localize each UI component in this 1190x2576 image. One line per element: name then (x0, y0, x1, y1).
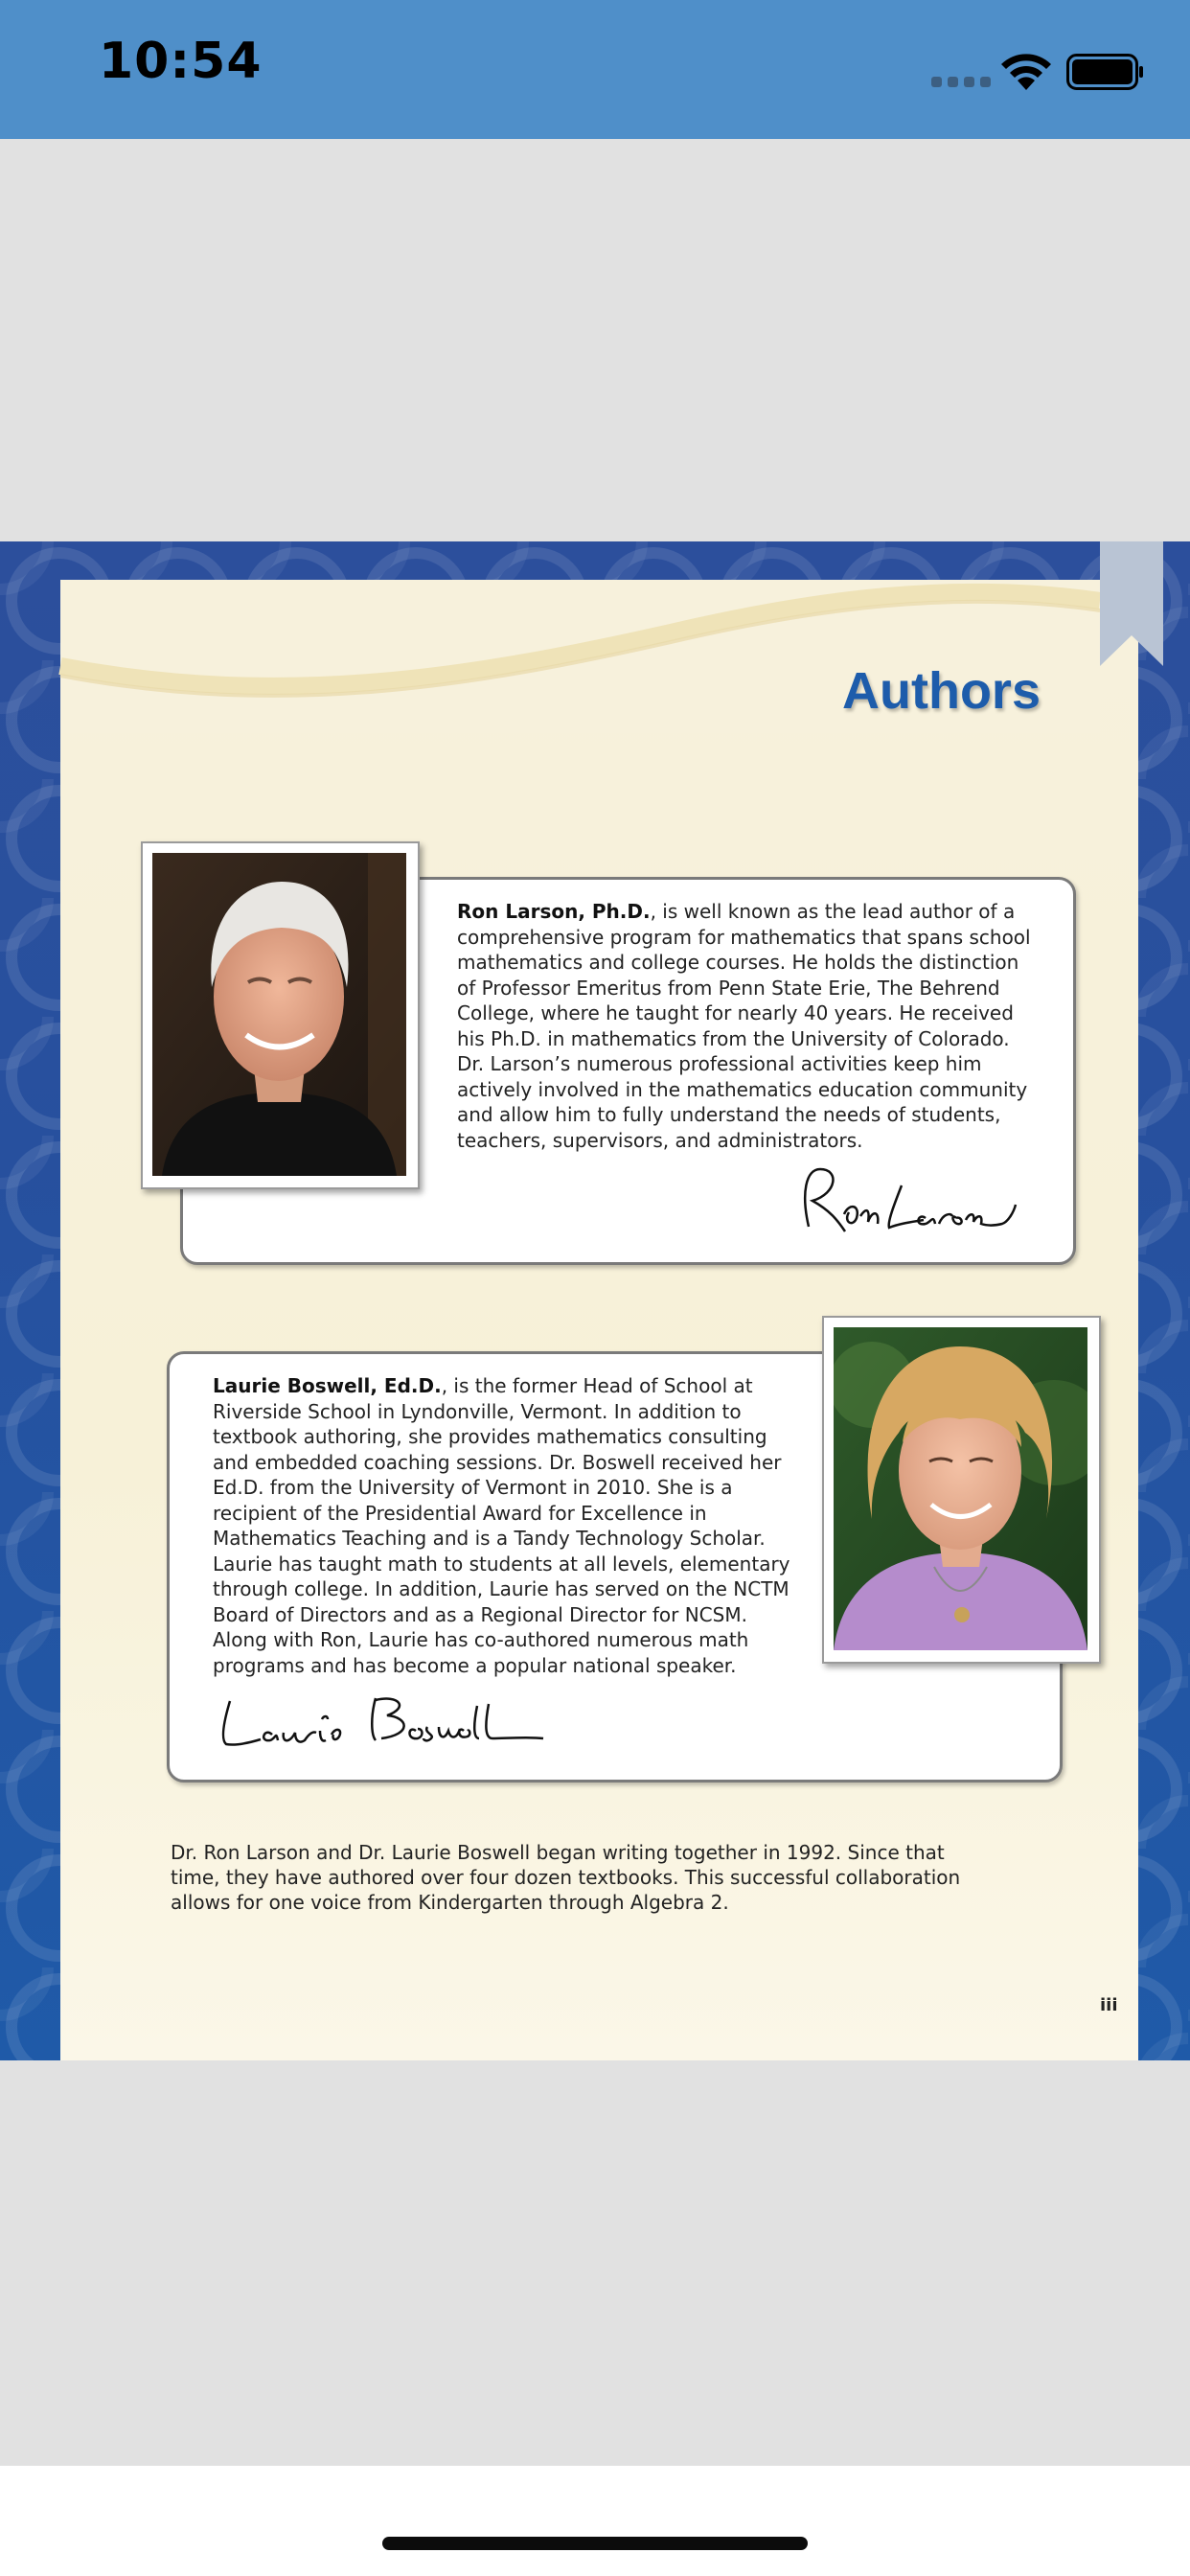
home-indicator-bar[interactable] (382, 2537, 808, 2550)
battery-icon (1066, 54, 1145, 90)
page-title: Authors (842, 662, 1041, 720)
portrait-man-image (152, 853, 406, 1176)
signature-boswell-image (213, 1687, 582, 1763)
status-bar (0, 0, 1190, 139)
status-time: 10:54 (99, 33, 263, 90)
author-photo-boswell (822, 1316, 1101, 1664)
author-photo-larson (141, 841, 420, 1189)
page-number: iii (1100, 1995, 1118, 2015)
portrait-woman-image (834, 1327, 1087, 1650)
author-bio-larson (457, 899, 1041, 1153)
document-page (0, 541, 1190, 2060)
author-bio-boswell (213, 1373, 797, 1678)
bookmark-ribbon (1100, 541, 1163, 666)
author-name-larson: Ron Larson, Ph.D. (457, 900, 651, 923)
author-bio-text-larson: , is well known as the lead author of a comprehensive program for mathematics that spans school mathematics and college courses. He holds the distinction of Professor Emeritus from Penn State Erie, The Behrend College, where he taught for nearly 40 years. He received his Ph.D. in mathematics from the University of Colorado. Dr. Larson’s numerous professional activities keep him actively involved in the mathematics education community and allow him to fully understand the needs of students, teachers, supervisors, and administrators. (457, 900, 1031, 1152)
home-indicator-area (0, 2466, 1190, 2576)
signature-larson-image (791, 1155, 1031, 1246)
collaboration-text: Dr. Ron Larson and Dr. Laurie Boswell began writing together in 1992. Since that time, they have authored over four dozen textbooks. This successful collaboration allows for one voice from Kindergarten through Algebra 2. (171, 1841, 961, 1914)
author-bio-text-boswell: , is the former Head of School at Riverside School in Lyndonville, Vermont. In addition to textbook authoring, she provides mathematics consulting and embedded coaching sessions. Dr. Boswell received her Ed.D. from the University of Vermont in 2010. She is a recipient of the Presidential Award for Excellence in Mathematics Teaching and is a Tandy Technology Scholar. Laurie has taught math to students at all levels, elementary through college. In addition, Laurie has served on the NCTM Board of Directors and as a Regional Director for NCSM. Along with Ron, Laurie has co-authored numerous math programs and has become a popular national speaker. (213, 1374, 790, 1677)
wifi-icon (998, 50, 1054, 92)
author-name-boswell: Laurie Boswell, Ed.D. (213, 1374, 442, 1397)
cellular-signal-icon (931, 77, 991, 87)
